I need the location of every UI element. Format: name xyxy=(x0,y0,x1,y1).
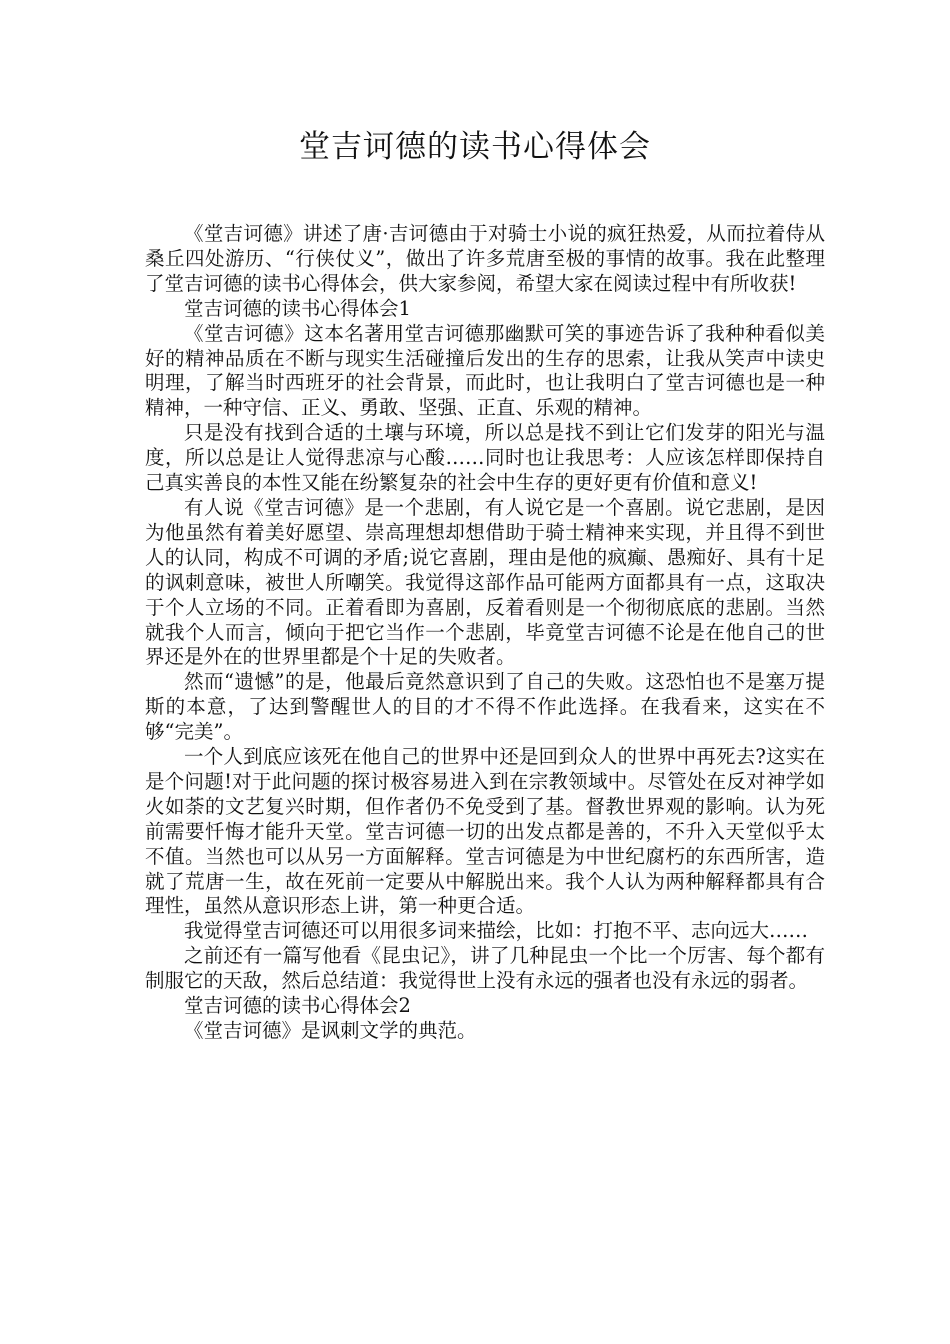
body-paragraph: 《堂吉诃德》这本名著用堂吉诃德那幽默可笑的事迹告诉了我种种看似美好的精神品质在不断与现实生活碰撞后发出的生存的思索，让我从笑声中读史明理，了解当时西班牙的社会背景，而此时，也让我明白了堂吉诃德也是一种精神，一种守信、正义、勇敢、坚强、正直、乐观的精神。 xyxy=(145,321,825,420)
body-paragraph: 只是没有找到合适的土壤与环境，所以总是找不到让它们发芽的阳光与温度，所以总是让人觉得悲凉与心酸……同时也让我思考：人应该怎样即保持自己真实善良的本性又能在纷繁复杂的社会中生存的更好更有价值和意义! xyxy=(145,421,825,495)
body-paragraph: 然而“遗憾”的是，他最后竟然意识到了自己的失败。这恐怕也不是塞万提斯的本意，了达到警醒世人的目的才不得不作此选择。在我看来，这实在不够“完美”。 xyxy=(145,670,825,744)
document-body xyxy=(145,222,825,1044)
section-heading-1: 堂吉诃德的读书心得体会1 xyxy=(184,296,411,320)
section-heading-2: 堂吉诃德的读书心得体会2 xyxy=(184,994,411,1018)
body-paragraph: 有人说《堂吉诃德》是一个悲剧，有人说它是一个喜剧。说它悲剧，是因为他虽然有着美好愿望、崇高理想却想借助于骑士精神来实现，并且得不到世人的认同，构成不可调的矛盾;说它喜剧，理由是他的疯癫、愚痴好、具有十足的讽刺意味，被世人所嘲笑。我觉得这部作品可能两方面都具有一点，这取决于个人立场的不同。正着看即为喜剧，反着看则是一个彻彻底底的悲剧。当然就我个人而言，倾向于把它当作一个悲剧，毕竟堂吉诃德不论是在他自己的世界还是外在的世界里都是个十足的失败者。 xyxy=(145,495,825,669)
intro-paragraph: 《堂吉诃德》讲述了唐·吉诃德由于对骑士小说的疯狂热爱，从而拉着侍从桑丘四处游历、“行侠仗义”，做出了许多荒唐至极的事情的故事。我在此整理了堂吉诃德的读书心得体会，供大家参阅，希望大家在阅读过程中有所收获! xyxy=(145,222,825,295)
body-paragraph: 《堂吉诃德》是讽刺文学的典范。 xyxy=(184,1019,477,1042)
body-paragraph: 我觉得堂吉诃德还可以用很多词来描绘，比如：打抱不平、志向远大…… xyxy=(184,919,809,943)
document-title: 堂吉诃德的读书心得体会 xyxy=(299,129,651,165)
body-paragraph: 一个人到底应该死在他自己的世界中还是回到众人的世界中再死去?这实在是个问题!对于此问题的探讨极容易进入到在宗教领域中。尽管处在反对神学如火如荼的文艺复兴时期，但作者仍不免受到了基。督教世界观的影响。认为死前需要忏悔才能升天堂。堂吉诃德一切的出发点都是善的，不升入天堂似乎太不值。当然也可以从另一方面解释。堂吉诃德是为中世纪腐朽的东西所害，造就了荒唐一生，故在死前一定要从中解脱出来。我个人认为两种解释都具有合理性，虽然从意识形态上讲，第一种更合适。 xyxy=(145,745,825,918)
body-paragraph: 之前还有一篇写他看《昆虫记》，讲了几种昆虫一个比一个厉害、每个都有制服它的天敌，然后总结道：我觉得世上没有永远的强者也没有永远的弱者。 xyxy=(145,944,825,993)
